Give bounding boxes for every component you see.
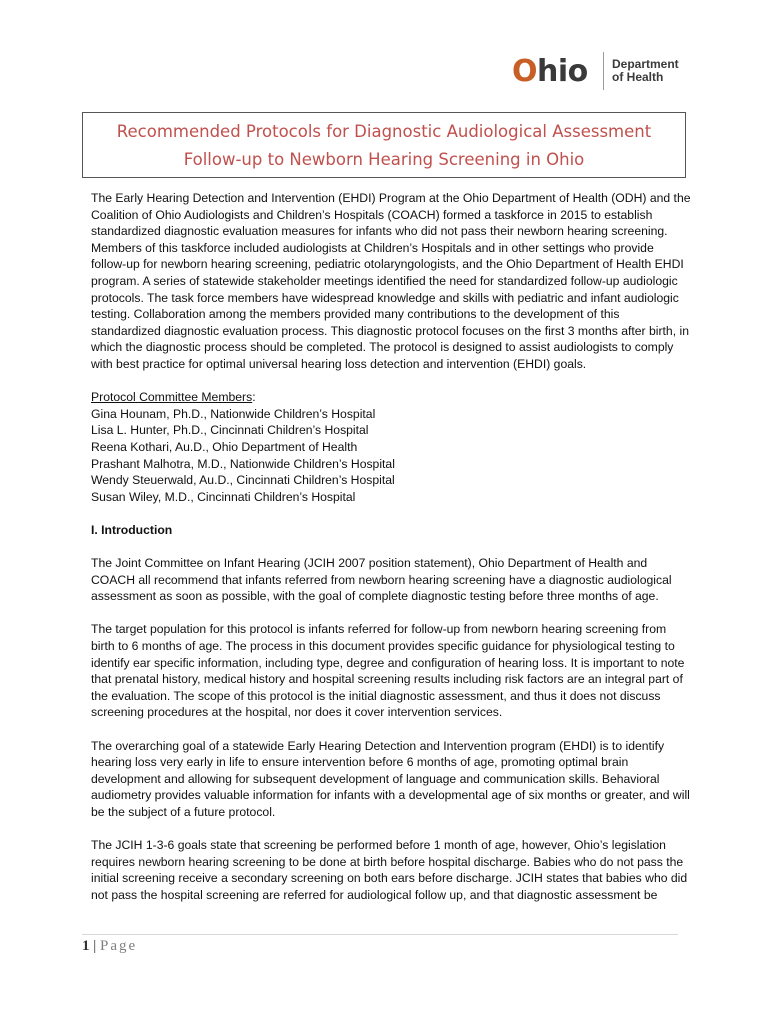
committee-member: Gina Hounam, Ph.D., Nationwide Children’s Hospital <box>91 406 376 421</box>
body-paragraph: The overarching goal of a statewide Early Hearing Detection and Intervention program (EHDI) is to identify hearing loss very early in life to ensure intervention before 6 months of age, promoting optimal brain development and allowing for subsequent development of language and communication skills. Behavioral audiometry provides valuable information for infants with a developmental age of six months or greater, and will be the subject of a future protocol. <box>91 738 690 819</box>
committee-member: Wendy Steuerwald, Au.D., Cincinnati Children’s Hospital <box>91 473 395 488</box>
page-number: 1 <box>82 938 90 954</box>
committee-member: Susan Wiley, M.D., Cincinnati Children’s Hospital <box>91 489 356 504</box>
title-line-2: Follow-up to Newborn Hearing Screening in Ohio <box>183 150 585 169</box>
body-paragraph: The target population for this protocol is infants referred for follow-up from newborn hearing screening from birth to 6 months of age. The process in this document provides specific guidance for physiological testing to identify ear specific information, including type, degree and configuration of hearing loss. It is important to note that prenatal history, medical history and hospital screening results including risk factors are an integral part of the evaluation. The scope of this protocol is the initial diagnostic assessment, and thus it does not discuss screening procedures at the hospital, nor does it cover intervention services. <box>91 622 685 720</box>
body-paragraph: The JCIH 1-3-6 goals state that screening be performed before 1 month of age, however, Ohio’s legislation requires newborn hearing screening to be done at birth before hospital discharge. Babies who do not pass the initial screening receive a secondary screening on both ears before discharge. JCIH states that babies who did not pass the hospital screening are referred for audiological follow up, and that diagnostic assessment be <box>91 838 688 902</box>
logo-wordmark-rest: hio <box>537 54 588 89</box>
committee-member: Lisa L. Hunter, Ph.D., Cincinnati Children’s Hospital <box>91 423 369 438</box>
footer-rule <box>82 934 678 935</box>
logo-wordmark-o: O <box>512 54 538 89</box>
committee-heading-line <box>91 389 691 406</box>
ohio-department-of-health-logo <box>512 52 692 92</box>
logo-department-text <box>612 58 679 84</box>
footer-separator: | <box>89 938 101 954</box>
body-paragraph: The Joint Committee on Infant Hearing (JCIH 2007 position statement), Ohio Department of Health and COACH all recommend that infants referred from newborn hearing screening have a diagnostic audiological assessment as soon as possible, with the goal of complete diagnostic testing before three months of age. <box>91 556 672 604</box>
committee-heading: Protocol Committee Members <box>91 390 253 405</box>
title-line-1: Recommended Protocols for Diagnostic Audiological Assessment <box>116 122 652 141</box>
section-heading-introduction: I. Introduction <box>91 522 173 537</box>
committee-colon: : <box>252 390 256 405</box>
logo-wordmark <box>512 54 588 90</box>
committee-member: Reena Kothari, Au.D., Ohio Department of Health <box>91 439 358 454</box>
document-body <box>91 190 691 904</box>
intro-paragraph: The Early Hearing Detection and Intervention (EHDI) Program at the Ohio Department of Health (ODH) and the Coalition of Ohio Audiologists and Children’s Hospitals (COACH) formed a taskforce in 2015 to establish standardized diagnostic evaluation measures for infants who did not pass their newborn hearing screening. Members of this taskforce included audiologists at Children’s Hospitals and in other settings who provide follow-up for newborn hearing screening, pediatric otolaryngologists, and the Ohio Department of Health EHDI program. A series of statewide stakeholder meetings identified the need for standardized follow-up audiologic protocols. The task force members have widespread knowledge and skills with pediatric and infant audiologic testing. Collaboration among the members provided many contributions to the development of this standardized diagnostic evaluation process. This diagnostic protocol focuses on the first 3 months after birth, in which the diagnostic process should be completed. The protocol is designed to assist audiologists to comply with best practice for optimal universal hearing loss detection and intervention (EHDI) goals. <box>91 191 691 371</box>
logo-divider <box>603 52 604 90</box>
committee-block <box>91 389 691 522</box>
logo-dept-line2: of Health <box>612 70 664 84</box>
page-word: Page <box>100 938 138 954</box>
logo-dept-line1: Department <box>612 57 679 71</box>
page-footer <box>82 938 137 955</box>
committee-member: Prashant Malhotra, M.D., Nationwide Children’s Hospital <box>91 456 395 471</box>
committee-spacer <box>91 505 691 522</box>
title-box <box>82 112 686 178</box>
